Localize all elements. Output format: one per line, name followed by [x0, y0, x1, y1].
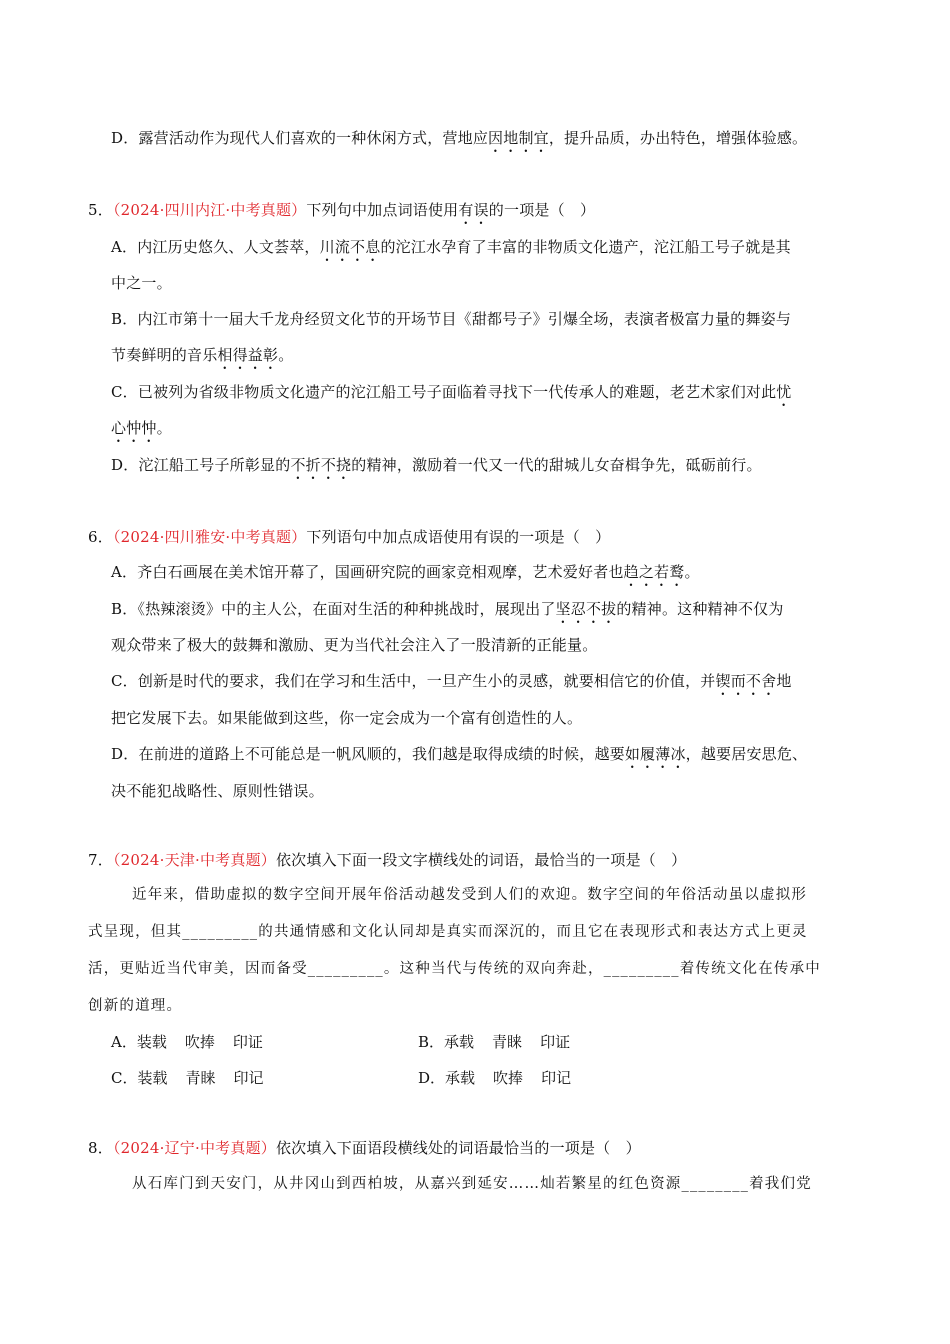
q8-passage-line: 从石库门到天安门，从井冈山到西柏坡，从嘉兴到延安……灿若繁星的红色资源________着我们党	[132, 1176, 812, 1192]
q5-option-b-cont: 节奏鲜明的音乐相得益彰。	[111, 346, 294, 364]
q6-option-a: A．齐白石画展在美术馆开幕了，国画研究院的画家竞相观摩，艺术爱好者也趋之若鹜。	[111, 563, 700, 581]
q5-option-b: B．内江市第十一届大千龙舟经贸文化节的开场节目《甜都号子》引爆全场，表演者极富力量的舞姿与	[111, 310, 792, 328]
q7-option-a: A．装载 吹捧 印证	[111, 1033, 263, 1051]
q6-option-c: C．创新是时代的要求，我们在学习和生活中，一旦产生小的灵感，就要相信它的价值，并锲而不舍地	[111, 672, 792, 690]
question-source: （2024·辽宁·中考真题）	[112, 1139, 276, 1157]
q8-stem: 8．（2024·辽宁·中考真题）依次填入下面语段横线处的词语最恰当的一项是（ ）	[88, 1139, 641, 1157]
q7-passage-line: 创新的道理。	[88, 998, 183, 1014]
q5-option-a: A．内江历史悠久、人文荟萃，川流不息的沱江水孕育了丰富的非物质文化遗产，沱江船工号子就是其	[111, 238, 791, 256]
q6-option-d-cont: 决不能犯战略性、原则性错误。	[111, 782, 324, 800]
dotted-term: 如履薄冰	[624, 745, 686, 763]
q6-option-c-cont: 把它发展下去。如果能做到这些，你一定会成为一个富有创造性的人。	[111, 709, 583, 727]
dotted-term: 锲而不舍	[715, 672, 777, 690]
question-number: 8．	[88, 1139, 113, 1157]
question-number: 6．	[88, 528, 113, 546]
q7-option-b: B．承载 青睐 印证	[418, 1033, 571, 1051]
q7-passage-line: 近年来，借助虚拟的数字空间开展年俗活动越发受到人们的欢迎。数字空间的年俗活动虽以虚拟形	[132, 887, 808, 903]
q7-passage-line: 式呈现，但其_________的共通情感和文化认同却是真实而深沉的，而且它在表现形式和表达方式上更灵	[88, 924, 808, 940]
q6-option-b: B．《热辣滚烫》中的主人公，在面对生活的种种挑战时，展现出了坚忍不拔的精神。这种精神不仅为	[111, 600, 784, 618]
question-number: 7．	[88, 851, 113, 869]
q6-option-d: D．在前进的道路上不可能总是一帆风顺的，我们越是取得成绩的时候，越要如履薄冰，越要居安思危、	[111, 745, 808, 763]
q5-option-d: D．沱江船工号子所彰显的不折不挠的精神，激励着一代又一代的甜城儿女奋楫争先，砥砺前行。	[111, 456, 762, 474]
dotted-term: 趋之若鹜	[623, 563, 685, 581]
dotted-term: 川流不息	[319, 238, 381, 256]
q5-option-a-cont: 中之一。	[111, 274, 172, 292]
prev-option-d: D．露营活动作为现代人们喜欢的一种休闲方式，营地应因地制宜，提升品质，办出特色，增强体验感。	[111, 129, 808, 147]
dotted-term: 心忡忡	[111, 419, 157, 437]
q7-option-d: D．承载 吹捧 印记	[418, 1069, 572, 1087]
dotted-term: 不折不挠	[290, 456, 352, 474]
question-source: （2024·四川内江·中考真题）	[112, 201, 307, 219]
q5-stem: 5．（2024·四川内江·中考真题）下列句中加点词语使用有误的一项是（ ）	[88, 201, 596, 219]
dotted-term: 忧	[776, 383, 792, 401]
dotted-term: 坚忍不拔	[555, 600, 617, 618]
q5-option-c-cont: 心忡忡。	[111, 419, 172, 437]
q7-passage-line: 活，更贴近当代审美，因而备受_________。这种当代与传统的双向奔赴，_________着传统文化在传承中	[88, 961, 821, 977]
question-number: 5．	[88, 201, 113, 219]
q7-stem: 7．（2024·天津·中考真题）依次填入下面一段文字横线处的词语，最恰当的一项是（ ）	[88, 851, 687, 869]
question-source: （2024·四川雅安·中考真题）	[112, 528, 307, 546]
q7-option-c: C．装载 青睐 印记	[111, 1069, 264, 1087]
q6-stem: 6．（2024·四川雅安·中考真题）下列语句中加点成语使用有误的一项是（ ）	[88, 528, 611, 546]
dotted-term: 相得益彰	[217, 346, 279, 364]
question-source: （2024·天津·中考真题）	[112, 851, 276, 869]
dotted-term: 因地制宜	[488, 129, 549, 147]
q5-option-c: C．已被列为省级非物质文化遗产的沱江船工号子面临着寻找下一代传承人的难题，老艺术家们对此忧	[111, 383, 792, 401]
q6-option-b-cont: 观众带来了极大的鼓舞和激励、更为当代社会注入了一股清新的正能量。	[111, 636, 598, 654]
